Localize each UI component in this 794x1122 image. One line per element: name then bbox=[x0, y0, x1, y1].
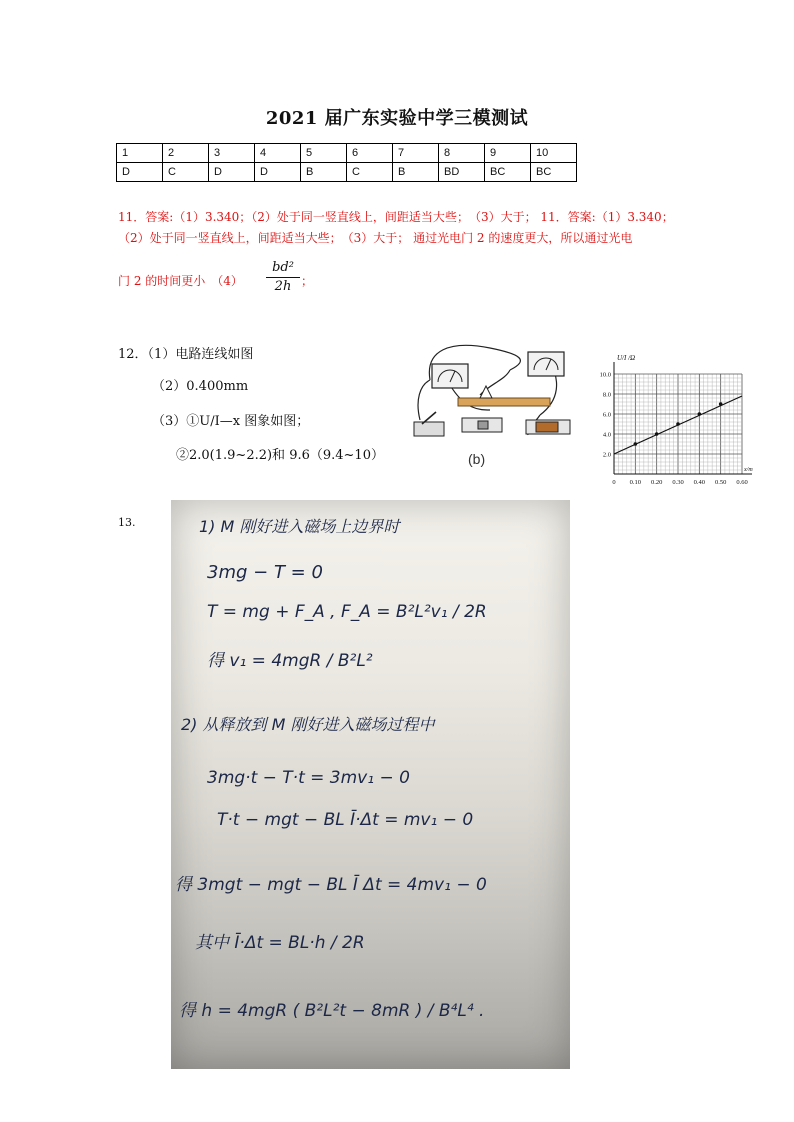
table-cell: BD bbox=[439, 163, 485, 182]
handwritten-solution-photo bbox=[171, 500, 570, 1069]
table-cell: C bbox=[163, 163, 209, 182]
table-cell: D bbox=[117, 163, 163, 182]
table-cell: 10 bbox=[531, 144, 577, 163]
table-cell: D bbox=[255, 163, 301, 182]
table-cell: 3 bbox=[209, 144, 255, 163]
q13-label: 13. bbox=[118, 516, 136, 529]
table-cell: C bbox=[347, 163, 393, 182]
x-tick-label: 0.30 bbox=[672, 479, 684, 486]
solution-line: 得 3mgt − mgt − BL Ī Δt = 4mv₁ − 0 bbox=[175, 875, 487, 895]
ammeter bbox=[432, 364, 468, 388]
q11-line2: （2）处于同一竖直线上，间距适当大些； （3）大于； 通过光电门 2 的速度更大，所以通过光电 bbox=[118, 231, 633, 245]
y-axis-label: U/I /Ω bbox=[617, 354, 636, 362]
table-cell: 7 bbox=[393, 144, 439, 163]
y-tick-label: 10.0 bbox=[599, 371, 611, 379]
y-tick-label: 8.0 bbox=[602, 391, 611, 399]
table-row bbox=[117, 163, 577, 182]
data-point bbox=[634, 442, 638, 446]
base-board-left bbox=[414, 422, 444, 436]
x-tick-label: 0.40 bbox=[693, 479, 706, 486]
answer-table bbox=[116, 143, 577, 182]
data-point bbox=[698, 412, 702, 416]
formula-numerator: bd² bbox=[266, 259, 300, 278]
data-point bbox=[676, 422, 680, 426]
solution-line: 其中 Ī·Δt = BL·h / 2R bbox=[195, 933, 365, 953]
table-cell: 4 bbox=[255, 144, 301, 163]
q12-line3: （3）①U/I—x 图象如图； bbox=[152, 414, 310, 429]
circuit-diagram bbox=[410, 340, 575, 470]
table-row bbox=[117, 144, 577, 163]
q12-line4: ②2.0(1.9~2.2)和 9.6（9.4~10） bbox=[176, 448, 384, 463]
solution-line: 3mg·t − T·t = 3mv₁ − 0 bbox=[207, 768, 410, 788]
circuit-caption: (b) bbox=[468, 451, 486, 467]
data-point bbox=[655, 432, 659, 436]
y-tick-label: 4.0 bbox=[602, 431, 611, 439]
q11-line3: 门 2 的时间更小 （4） bbox=[118, 274, 243, 288]
x-tick-label: 0.20 bbox=[650, 479, 663, 486]
table-cell: B bbox=[393, 163, 439, 182]
table-cell: D bbox=[209, 163, 255, 182]
x-tick-label: 0.10 bbox=[629, 479, 642, 486]
solution-line: 得 v₁ = 4mgR / B²L² bbox=[207, 651, 373, 671]
q11-formula bbox=[266, 259, 300, 296]
table-cell: BC bbox=[531, 163, 577, 182]
q11-formula-end: ； bbox=[301, 274, 314, 288]
solution-line: 1) M 刚好进入磁场上边界时 bbox=[199, 517, 400, 536]
page-title: 2021 届广东实验中学三模测试 bbox=[265, 108, 529, 129]
data-point bbox=[719, 402, 723, 406]
solution-line: 2) 从释放到 M 刚好进入磁场过程中 bbox=[181, 715, 435, 734]
q12-line2: （2）0.400mm bbox=[152, 379, 249, 394]
q11-line1: 11．答案:（1）3.340；（2）处于同一竖直线上，间距适当大些； （3）大于； 11．答案:（1）3.340； bbox=[118, 210, 674, 224]
table-cell: BC bbox=[485, 163, 531, 182]
solution-line: 3mg − T = 0 bbox=[207, 562, 323, 583]
x-tick-label: 0.50 bbox=[714, 479, 727, 486]
y-tick-label: 6.0 bbox=[602, 411, 611, 419]
table-cell: 1 bbox=[117, 144, 163, 163]
x-axis-label: x/m bbox=[744, 467, 753, 473]
table-cell: B bbox=[301, 163, 347, 182]
resistance-wire bbox=[458, 398, 550, 406]
x-tick-label: 0 bbox=[612, 479, 616, 486]
y-tick-label: 2.0 bbox=[602, 451, 611, 459]
x-tick-label: 0.60 bbox=[736, 479, 748, 486]
solution-line: T = mg + F_A , F_A = B²L²v₁ / 2R bbox=[207, 602, 487, 622]
table-cell: 8 bbox=[439, 144, 485, 163]
solution-line: 得 h = 4mgR ( B²L²t − 8mR ) / B⁴L⁴ . bbox=[179, 1001, 485, 1021]
table-cell: 2 bbox=[163, 144, 209, 163]
table-cell: 5 bbox=[301, 144, 347, 163]
q12-line1: 12．（1）电路连线如图 bbox=[118, 347, 254, 362]
formula-denominator: 2h bbox=[274, 279, 292, 294]
table-cell: 6 bbox=[347, 144, 393, 163]
solution-line: T·t − mgt − BL Ī·Δt = mv₁ − 0 bbox=[217, 810, 474, 830]
ui-x-chart bbox=[592, 350, 762, 495]
voltmeter bbox=[528, 352, 564, 376]
table-cell: 9 bbox=[485, 144, 531, 163]
